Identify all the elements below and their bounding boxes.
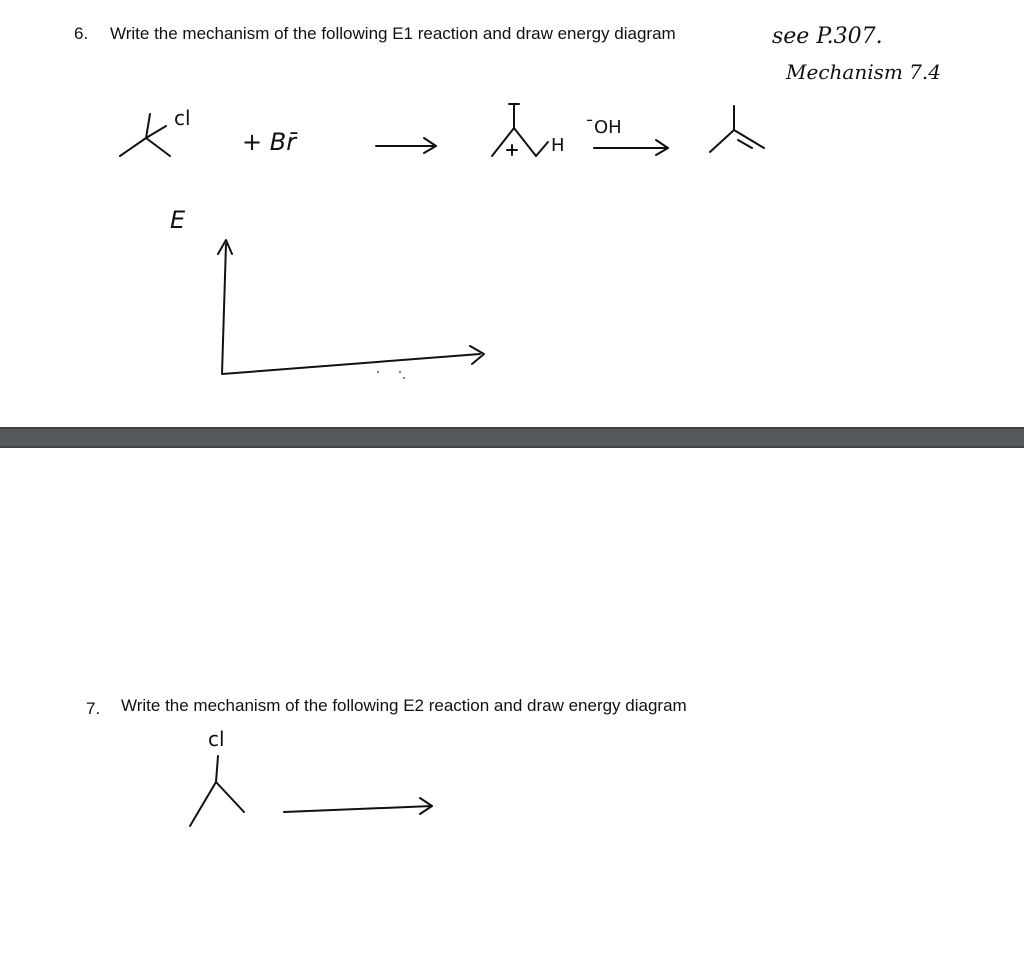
handwritten-note-mechanism-ref: Mechanism 7.4 — [786, 60, 941, 84]
q6-reaction-arrow-2 — [586, 117, 668, 155]
q6-base-label: ̄OH — [594, 117, 622, 138]
q7-reactant-structure — [190, 727, 244, 826]
q6-reactant-structure — [120, 106, 191, 156]
q6-reactant-cl-label: cl — [174, 106, 191, 130]
q7-reactant-cl-label: cl — [208, 727, 225, 751]
question-7-number: 7. — [86, 699, 101, 718]
page-separator-bar — [0, 427, 1024, 448]
q6-energy-diagram-axes — [170, 206, 484, 379]
question-6-text: Write the mechanism of the following E1 reaction and draw energy diagram — [110, 24, 676, 43]
q6-product-structure — [710, 106, 764, 152]
question-6-number: 6. — [74, 24, 89, 43]
handwritten-note-page-ref: see P.307. — [772, 24, 883, 49]
q6-reagent-bromide: + Br̄ — [242, 128, 297, 156]
q6-intermediate-h-label: H — [551, 135, 565, 156]
q6-carbocation-structure — [492, 104, 565, 156]
question-7-text: Write the mechanism of the following E2 reaction and draw energy diagram — [121, 696, 687, 715]
q6-reaction-arrow-1 — [376, 138, 436, 153]
q7-reaction-arrow — [284, 798, 432, 814]
q6-energy-axis-label: E — [170, 206, 186, 234]
